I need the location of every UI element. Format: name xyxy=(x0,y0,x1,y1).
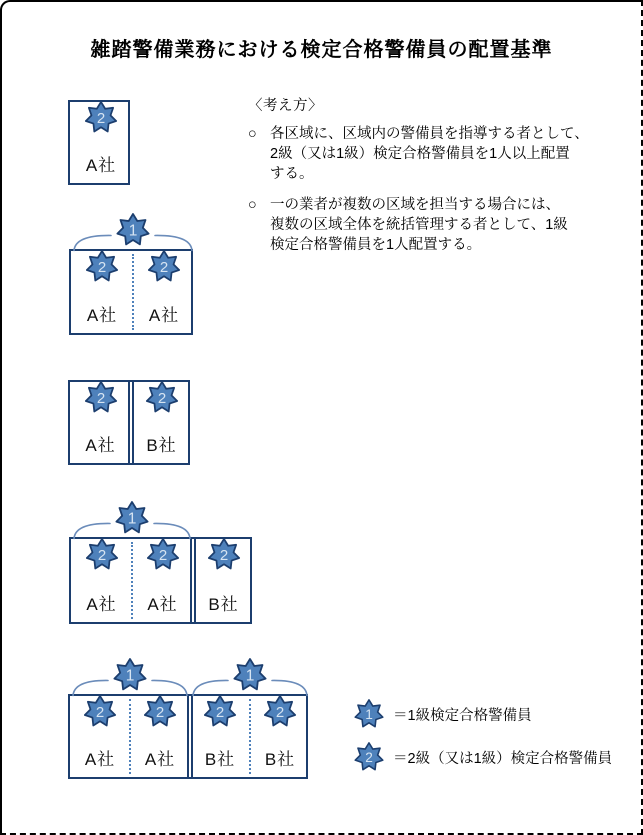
dotted-divider xyxy=(249,699,251,774)
solid-divider xyxy=(187,696,193,777)
legend-item xyxy=(354,698,612,730)
star-badge-number: 1 xyxy=(128,222,138,240)
star-badge-2-icon xyxy=(354,742,384,772)
star-badge-2-icon xyxy=(84,381,117,414)
company-label: A社 xyxy=(85,436,116,455)
star-badge-number: 2 xyxy=(219,546,228,564)
star-badge-number: 2 xyxy=(97,258,107,276)
star-badge-1-icon xyxy=(116,213,150,247)
diagram-cell xyxy=(190,696,250,777)
star-badge-2-icon xyxy=(85,538,118,571)
star-badge-2-icon xyxy=(207,538,240,571)
star-badge-number: 1 xyxy=(365,706,373,722)
star-badge-number: 2 xyxy=(97,546,106,564)
diagram-cell xyxy=(71,539,132,622)
diagram-cell xyxy=(133,251,195,333)
legend-item xyxy=(354,741,612,773)
diagram-box xyxy=(68,667,308,779)
star-badge-number: 1 xyxy=(245,667,255,685)
star-badge-number: 2 xyxy=(96,389,105,407)
solid-divider xyxy=(190,539,196,622)
diagram-cell xyxy=(132,539,193,622)
company-label: A社 xyxy=(144,750,176,769)
diagram-cell xyxy=(70,382,131,463)
star-badge-number: 2 xyxy=(155,703,165,721)
star-badge-2-icon xyxy=(86,250,119,283)
star-badge-number: 2 xyxy=(96,109,106,127)
legend-label: ＝1級検定合格警備員 xyxy=(393,707,532,724)
star-badge-2-icon xyxy=(144,695,177,728)
bullet-line: する。 xyxy=(270,166,314,182)
star-badge-number: 1 xyxy=(127,510,137,528)
company-label: A社 xyxy=(148,306,180,325)
bullet-marker: ○ xyxy=(248,126,257,142)
solid-divider xyxy=(128,382,134,463)
diagram-box xyxy=(68,380,190,465)
company-label: B社 xyxy=(208,595,239,614)
company-label: A社 xyxy=(85,156,117,175)
company-label: A社 xyxy=(86,306,118,325)
company-label: A社 xyxy=(84,750,116,769)
bullet-line: 各区域に、区域内の警備員を指導する者として、 xyxy=(270,126,589,142)
star-badge-number: 2 xyxy=(158,546,167,564)
dotted-divider xyxy=(132,254,134,330)
diagram-cell xyxy=(130,696,190,777)
diagram-cell xyxy=(250,696,310,777)
star-badge-number: 2 xyxy=(275,703,285,721)
star-badge-number: 1 xyxy=(125,667,135,685)
diagram-box xyxy=(68,100,130,185)
diagram-cell xyxy=(131,382,192,463)
star-badge-number: 2 xyxy=(157,389,166,407)
star-badge-2-icon xyxy=(146,538,179,571)
diagram-cell xyxy=(71,251,133,333)
star-badge-2-icon xyxy=(148,250,181,283)
bullet-line: 2級（又は1級）検定合格警備員を1人以上配置 xyxy=(270,146,570,162)
star-badge-2-icon xyxy=(264,695,297,728)
star-badge-number: 2 xyxy=(215,703,225,721)
diagram-cell xyxy=(70,102,132,183)
bullet-marker: ○ xyxy=(248,197,257,213)
star-badge-1-icon xyxy=(115,501,149,535)
star-badge-2-icon xyxy=(145,381,178,414)
bullet-line: 検定合格警備員を1人配置する。 xyxy=(270,237,482,253)
star-badge-2-icon xyxy=(204,695,237,728)
star-badge-number: 2 xyxy=(365,749,373,765)
star-badge-1-icon xyxy=(233,658,267,692)
company-label: B社 xyxy=(204,750,236,769)
star-badge-2-icon xyxy=(85,101,118,134)
dotted-divider xyxy=(129,699,131,774)
diagram-box xyxy=(69,510,252,624)
diagram-cell xyxy=(70,696,130,777)
company-label: B社 xyxy=(264,750,296,769)
star-badge-number: 2 xyxy=(159,258,169,276)
legend-label: ＝2級（又は1級）検定合格警備員 xyxy=(393,750,613,767)
star-badge-number: 2 xyxy=(95,703,105,721)
diagram-box xyxy=(69,222,193,335)
page-title: 雑踏警備業務における検定合格警備員の配置基準 xyxy=(90,39,553,61)
dotted-divider xyxy=(131,542,133,619)
star-badge-1-icon xyxy=(113,658,147,692)
legend xyxy=(354,698,612,784)
diagram-cell xyxy=(193,539,254,622)
star-badge-2-icon xyxy=(84,695,117,728)
star-badge-1-icon xyxy=(354,699,384,729)
company-label: A社 xyxy=(86,595,117,614)
bullet-line: 複数の区域全体を統括管理する者として、1級 xyxy=(270,217,568,233)
company-label: A社 xyxy=(147,595,178,614)
company-label: B社 xyxy=(146,436,177,455)
notes-heading: 〈考え方〉 xyxy=(248,98,323,114)
bullet-line: 一の業者が複数の区域を担当する場合には、 xyxy=(270,197,560,213)
